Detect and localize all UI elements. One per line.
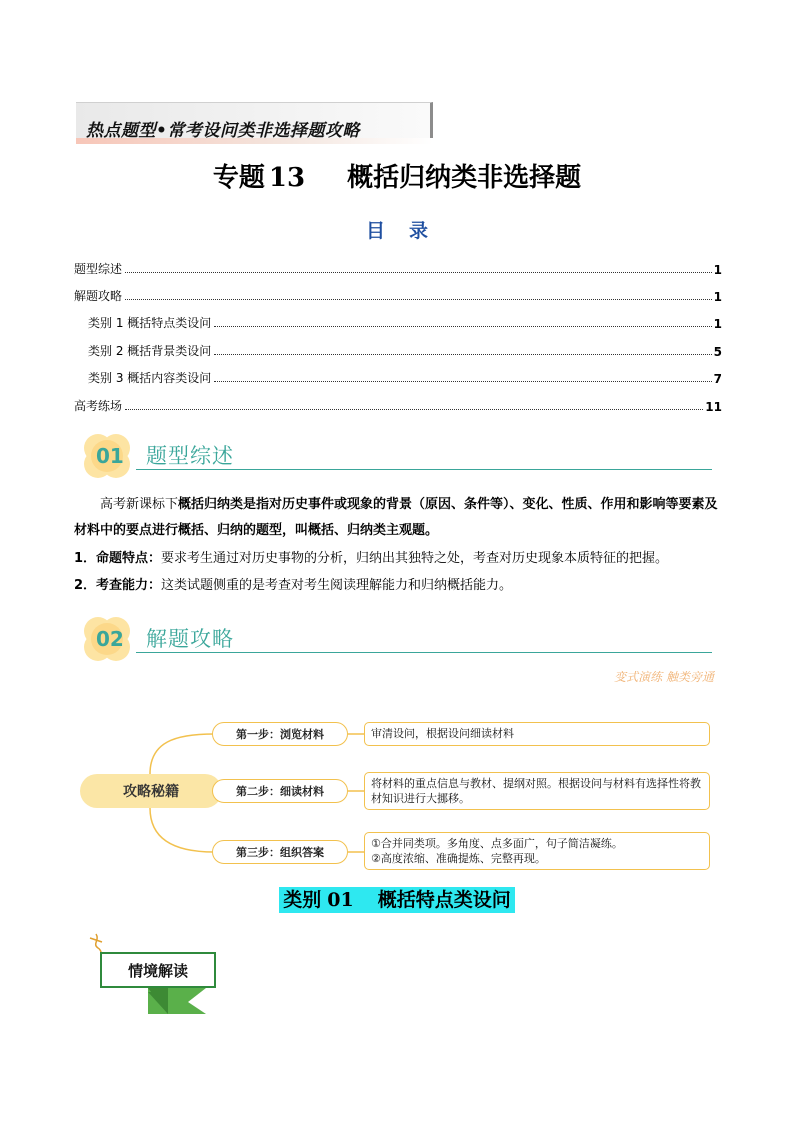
category-title: 概括特点类设问: [377, 889, 511, 911]
toc-entry-label: 解题攻略: [74, 289, 123, 303]
toc-entry[interactable]: [74, 394, 722, 414]
category-highlight: [279, 887, 514, 913]
toc-entry-page: 1: [713, 290, 722, 304]
toc-leader: [214, 354, 711, 355]
toc-entry[interactable]: [74, 284, 722, 304]
point-1-label: 1．命题特点：: [74, 551, 162, 566]
point-1: [74, 546, 724, 572]
intro-body: 概括归纳类是指对历史事件或现象的背景（原因、条件等）、变化、性质、作用和影响等要素及材料中的要点进行概括、归纳的题型，叫概括、归纳类主观题。: [74, 497, 718, 538]
toc-entry-page: 1: [713, 317, 722, 331]
section-header-strategy: [80, 613, 712, 663]
toc-entry-page: 7: [713, 372, 722, 386]
section-rule: [136, 652, 712, 653]
category-prefix: 类别: [283, 889, 322, 911]
strategy-mindmap: [80, 712, 712, 872]
title-main: 概括归纳类非选择题: [347, 163, 582, 193]
section-tagline: 变式演练 触类旁通: [614, 670, 714, 684]
toc-leader: [214, 381, 711, 382]
toc-entry-label: 题型综述: [74, 262, 123, 276]
series-banner: [76, 102, 433, 144]
section-header-overview: [80, 430, 712, 480]
toc-entry[interactable]: [74, 311, 722, 331]
point-2: [74, 573, 724, 599]
intro-lead: 高考新课标下: [100, 497, 179, 512]
toc-entry-page: 5: [713, 345, 722, 359]
mindmap-center: 攻略秘籍: [80, 774, 222, 808]
section-number: 02: [96, 627, 124, 651]
step-1-node: 第一步：浏览材料: [212, 722, 348, 746]
point-2-label: 2．考查能力：: [74, 578, 162, 593]
title-prefix: 专题: [212, 163, 265, 193]
document-title: [0, 157, 794, 194]
toc-entry-label: 类别 2 概括背景类设问: [88, 344, 212, 358]
section-title: 解题攻略: [146, 627, 234, 651]
step-1-description: 审清设问，根据设问细读材料: [364, 722, 710, 746]
context-reading-box: 情境解读: [100, 952, 216, 988]
toc-leader: [125, 272, 712, 273]
section-title: 题型综述: [146, 444, 234, 468]
step-3-node: 第三步：组织答案: [212, 840, 348, 864]
toc-entry-label: 高考练场: [74, 399, 123, 413]
category-heading: [0, 887, 794, 913]
step-3-description: [364, 832, 710, 870]
toc-heading: 目录: [365, 220, 452, 242]
toc-entry[interactable]: [74, 366, 722, 386]
banner-text: 热点题型•常考设问类非选择题攻略: [86, 121, 360, 141]
step-3-line-1: ①合并同类项。多角度、点多面广，句子简洁凝练。: [371, 837, 623, 850]
toc-entry-page: 1: [713, 263, 722, 277]
title-number: 13: [268, 163, 306, 193]
point-2-text: 这类试题侧重的是考查对考生阅读理解能力和归纳概括能力。: [161, 578, 513, 593]
toc-entry[interactable]: [74, 339, 722, 359]
section-rule: [136, 469, 712, 470]
toc-entry[interactable]: [74, 257, 722, 277]
toc-leader: [214, 326, 711, 327]
step-2-description: 将材料的重点信息与教材、提纲对照。根据设问与材料有选择性将教材知识进行大挪移。: [364, 772, 710, 810]
toc-leader: [125, 299, 712, 300]
step-2-node: 第二步：细读材料: [212, 779, 348, 803]
category-number: 01: [327, 889, 354, 911]
point-1-text: 要求考生通过对历史事物的分析，归纳出其独特之处，考查对历史现象本质特征的把握。: [161, 551, 669, 566]
toc-leader: [125, 409, 703, 410]
toc-entry-page: 11: [705, 400, 722, 414]
overview-intro: [74, 492, 724, 544]
step-3-line-2: ②高度浓缩、准确提炼、完整再现。: [371, 852, 546, 865]
toc-entry-label: 类别 1 概括特点类设问: [88, 316, 212, 330]
section-number: 01: [96, 444, 124, 468]
toc-entry-label: 类别 3 概括内容类设问: [88, 371, 212, 385]
